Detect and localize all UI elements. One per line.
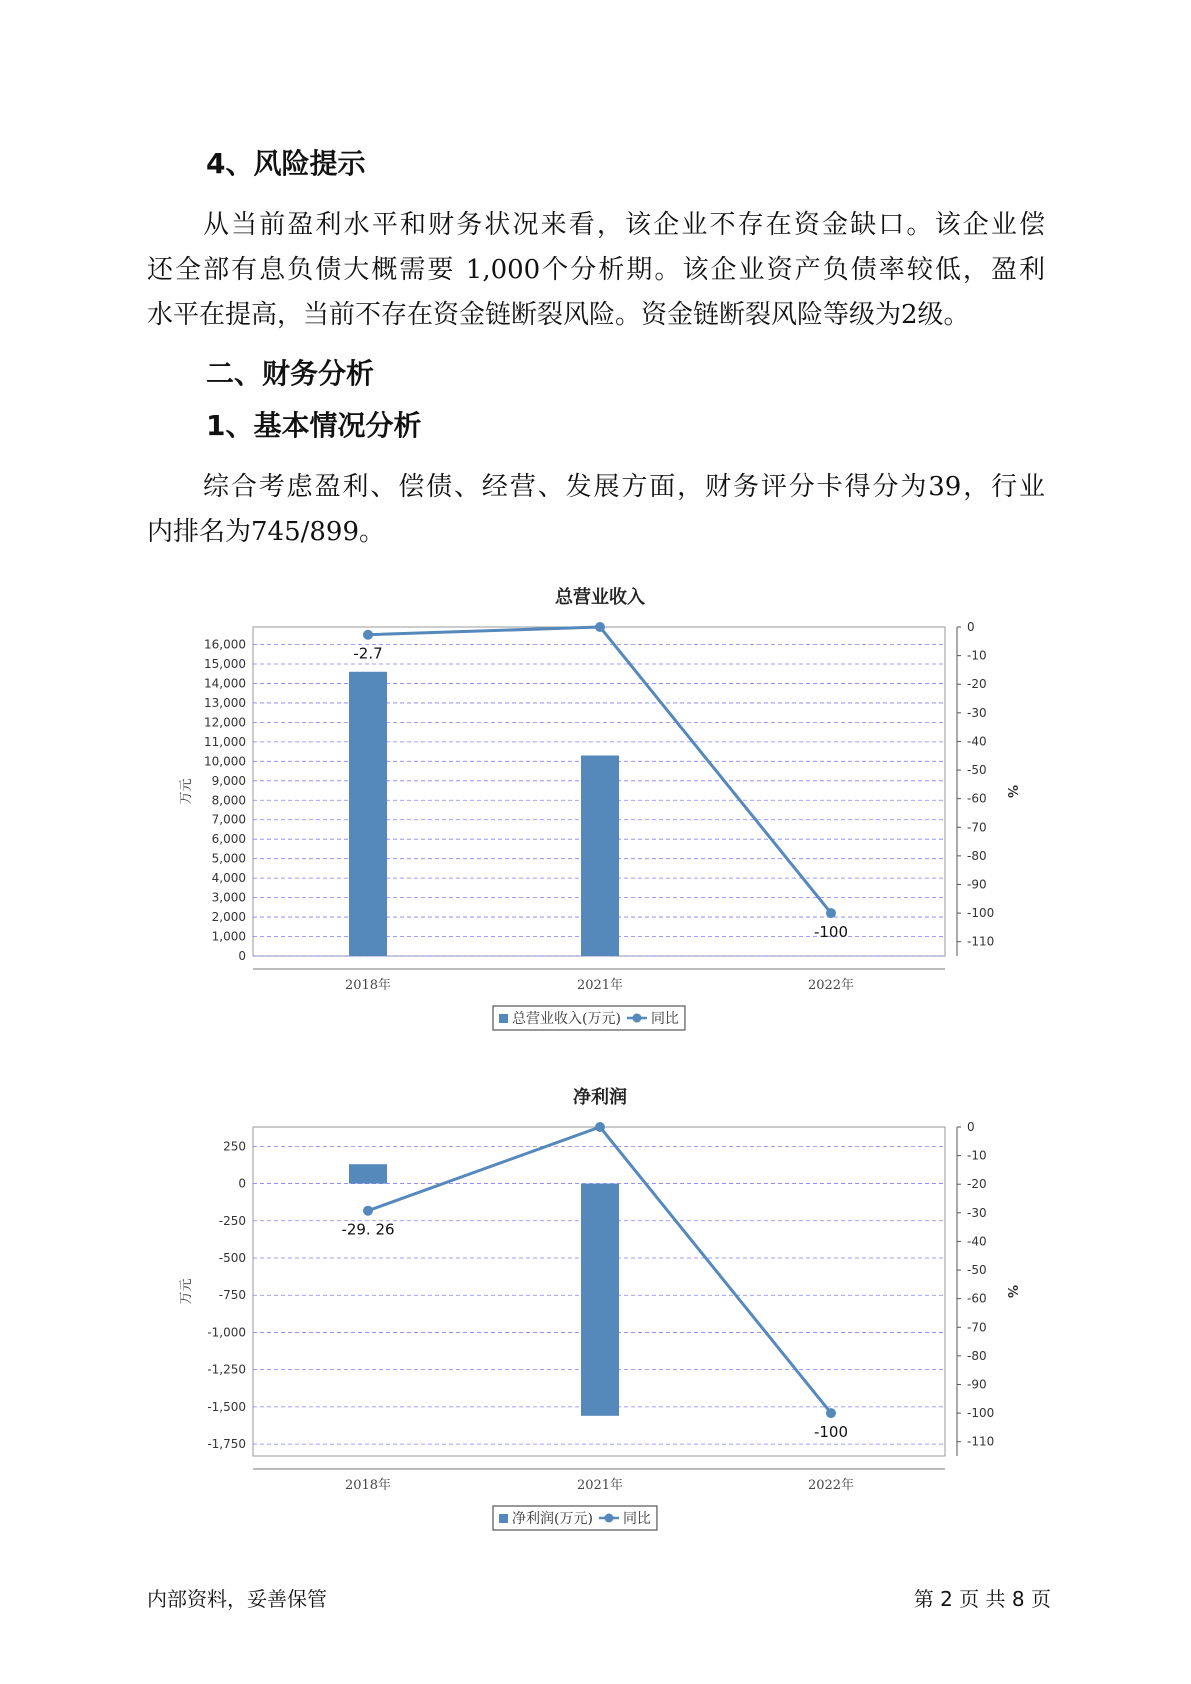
basic-line-1: 综合考虑盈利、偿债、经营、发展方面，财务评分卡得分为39，行业 — [203, 472, 1045, 502]
y2-tick-label: -100 — [967, 1406, 995, 1421]
y2-tick-label: -30 — [967, 1205, 987, 1220]
risk-line-2: 还全部有息负债大概需要 1,000个分析期。该企业资产负债率较低，盈利 — [147, 255, 1045, 285]
chart-title: 净利润 — [573, 1087, 627, 1108]
y-tick-label: 6,000 — [211, 832, 246, 847]
x-tick-label: 2021年 — [576, 978, 624, 993]
y2-tick-label: -90 — [967, 1377, 987, 1392]
yoy-point — [363, 1206, 373, 1216]
legend-bar-swatch — [499, 1014, 508, 1023]
yoy-point — [595, 622, 605, 632]
y-tick-label: 0 — [238, 949, 246, 963]
bar — [581, 755, 619, 956]
legend-line-label: 同比 — [650, 1011, 679, 1027]
bar — [349, 672, 387, 956]
legend-bar-label: 总营业收入(万元) — [512, 1011, 621, 1027]
y-tick-label: -1,750 — [207, 1437, 246, 1452]
y-tick-label: 8,000 — [211, 793, 246, 808]
revenue-chart-svg — [0, 575, 1191, 1035]
y2-tick-label: -50 — [967, 1263, 987, 1278]
risk-paragraph — [147, 203, 1045, 338]
x-tick-label: 2022年 — [807, 1478, 855, 1493]
y-tick-label: 11,000 — [204, 734, 246, 749]
y2-tick-label: -30 — [967, 705, 987, 720]
basic-line-2: 内排名为745/899。 — [147, 517, 386, 547]
yoy-point — [363, 630, 373, 640]
yoy-point — [826, 1408, 836, 1418]
y-tick-label: 14,000 — [204, 676, 246, 691]
y-tick-label: 10,000 — [204, 754, 246, 769]
risk-heading: 4、风险提示 — [206, 147, 366, 180]
y2-tick-label: -60 — [967, 791, 987, 806]
risk-line-1: 从当前盈利水平和财务状况来看，该企业不存在资金缺口。该企业偿 — [203, 210, 1045, 240]
y-tick-label: -1,250 — [207, 1362, 246, 1377]
y-tick-label: 16,000 — [204, 637, 246, 652]
x-tick-label: 2018年 — [344, 1478, 392, 1493]
data-label: -100 — [813, 923, 849, 942]
y2-tick-label: -80 — [967, 1348, 987, 1363]
y2-axis-title: % — [1004, 784, 1019, 799]
y2-tick-label: -20 — [967, 677, 987, 692]
yoy-point — [826, 908, 836, 918]
basic-analysis-paragraph — [147, 465, 1045, 555]
y2-tick-label: -70 — [967, 820, 987, 835]
bar — [349, 1164, 387, 1183]
y2-tick-label: -50 — [967, 763, 987, 778]
net-profit-chart — [0, 1075, 1191, 1535]
footer-page-number: 第 2 页 共 8 页 — [913, 1587, 1051, 1611]
net-profit-chart-svg — [0, 1075, 1191, 1535]
x-tick-label: 2021年 — [576, 1478, 624, 1493]
y2-tick-label: -110 — [967, 1434, 995, 1449]
legend-line-marker — [604, 1514, 613, 1523]
basic-analysis-heading: 1、基本情况分析 — [206, 409, 422, 442]
y2-tick-label: 0 — [967, 1120, 975, 1134]
y-tick-label: 13,000 — [204, 695, 246, 710]
y-tick-label: 7,000 — [211, 812, 246, 827]
chart-title: 总营业收入 — [555, 587, 645, 608]
y-tick-label: 5,000 — [211, 851, 246, 866]
y-tick-label: 1,000 — [211, 929, 246, 944]
y2-tick-label: -100 — [967, 906, 995, 921]
y-tick-label: 3,000 — [211, 890, 246, 905]
data-label: -100 — [813, 1423, 849, 1442]
x-tick-label: 2022年 — [807, 978, 855, 993]
data-label: -29. 26 — [341, 1220, 395, 1239]
y-tick-label: -1,000 — [207, 1325, 246, 1340]
y-tick-label: 4,000 — [211, 871, 246, 886]
y2-tick-label: -20 — [967, 1177, 987, 1192]
footer-confidential-note: 内部资料，妥善保管 — [147, 1587, 327, 1611]
y-axis-title: 万元 — [179, 1278, 194, 1305]
y2-axis-title: % — [1004, 1284, 1019, 1299]
bar — [581, 1184, 619, 1416]
y-tick-label: 250 — [223, 1139, 246, 1154]
y-tick-label: 12,000 — [204, 715, 246, 730]
risk-line-3: 水平在提高，当前不存在资金链断裂风险。资金链断裂风险等级为2级。 — [147, 300, 970, 330]
y-tick-label: -750 — [218, 1288, 246, 1303]
y2-tick-label: -10 — [967, 1148, 987, 1163]
y-tick-label: 0 — [238, 1176, 246, 1191]
y2-tick-label: -90 — [967, 877, 987, 892]
y2-tick-label: -60 — [967, 1291, 987, 1306]
legend-line-marker — [632, 1014, 641, 1023]
y2-tick-label: 0 — [967, 620, 975, 634]
financial-analysis-heading: 二、财务分析 — [206, 357, 375, 390]
y2-tick-label: -80 — [967, 848, 987, 863]
y2-tick-label: -70 — [967, 1320, 987, 1335]
y2-tick-label: -10 — [967, 648, 987, 663]
yoy-point — [595, 1122, 605, 1132]
y-tick-label: 15,000 — [204, 656, 246, 671]
y-tick-label: -500 — [218, 1251, 246, 1266]
y2-tick-label: -40 — [967, 734, 987, 749]
y-tick-label: -250 — [218, 1213, 246, 1228]
y-tick-label: -1,500 — [207, 1399, 246, 1414]
y2-tick-label: -110 — [967, 934, 995, 949]
y-axis-title: 万元 — [179, 778, 194, 805]
y-tick-label: 2,000 — [211, 910, 246, 925]
y-tick-label: 9,000 — [211, 773, 246, 788]
x-tick-label: 2018年 — [344, 978, 392, 993]
legend-bar-label: 净利润(万元) — [512, 1511, 593, 1527]
legend-bar-swatch — [499, 1514, 508, 1523]
revenue-chart — [0, 575, 1191, 1035]
data-label: -2.7 — [353, 644, 383, 663]
legend-line-label: 同比 — [622, 1511, 651, 1527]
y2-tick-label: -40 — [967, 1234, 987, 1249]
